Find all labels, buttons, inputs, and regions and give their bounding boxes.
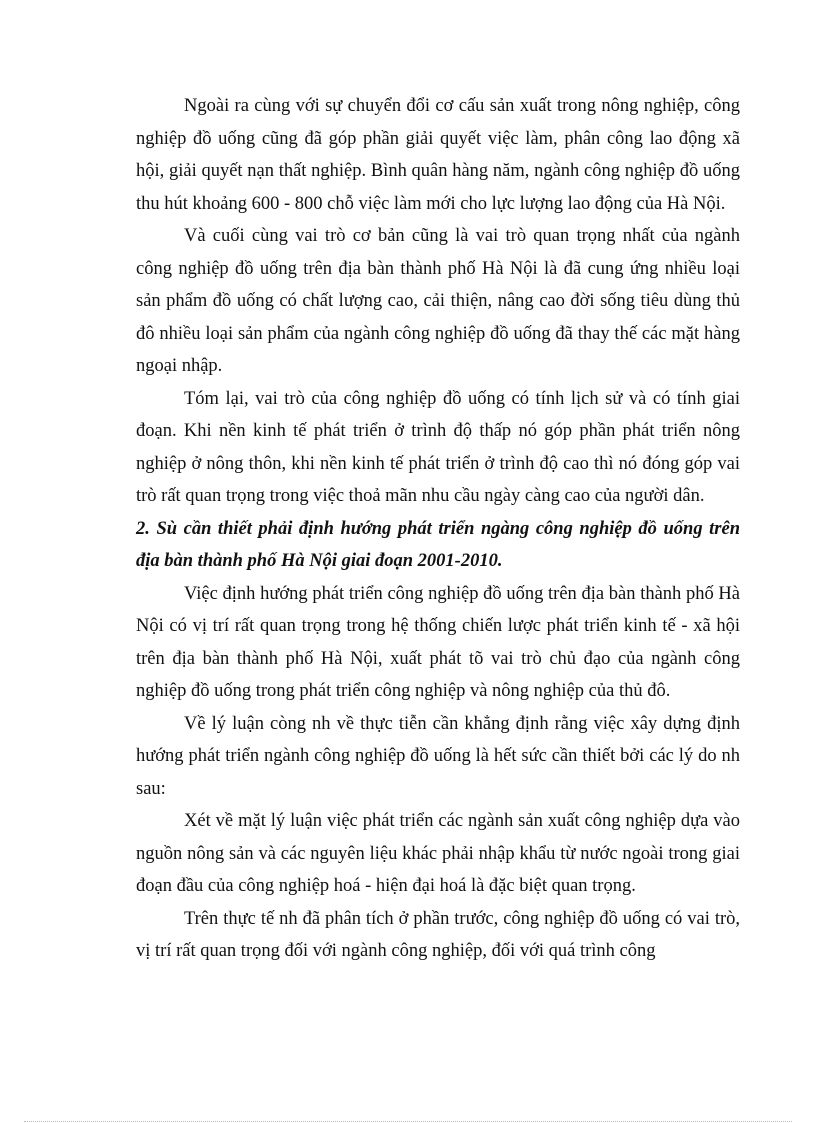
paragraph-summary: Tóm lại, vai trò của công nghiệp đồ uống có tính lịch sử và có tính giai đoạn. Khi nền kinh tế phát triển ở trình độ thấp nó góp phần phát triển nông nghiệp ở nông thôn, khi nền kinh tế phát triển ở trình độ cao thì nó đóng góp vai trò rất quan trọng trong việc thoả mãn nhu cầu ngày càng cao của người dân. <box>136 388 740 506</box>
paragraph-practice: Trên thực tế nh đã phân tích ở phần trước, công nghiệp đồ uống có vai trò, vị trí rất quan trọng đối với ngành công nghiệp, đối với quá trình công <box>136 908 740 961</box>
page-bottom-divider <box>24 1121 792 1122</box>
paragraph-theory-practice: Về lý luận còng nh về thực tiễn cần khẳng định rằng việc xây dựng định hướng phát triển ngành công nghiệp đồ uống là hết sức cần thiết bởi các lý do nh sau: <box>136 713 740 799</box>
paragraph-supply-role: Và cuối cùng vai trò cơ bản cũng là vai trò quan trọng nhất của ngành công nghiệp đồ uống trên địa bàn thành phố Hà Nội là đã cung ứng nhiều loại sản phẩm đồ uống có chất lượng cao, cải thiện, nâng cao đời sống tiêu dùng thủ đô nhiều loại sản phẩm của ngành công nghiệp đồ uống đã thay thế các mặt hàng ngoại nhập. <box>136 226 740 376</box>
section-heading: 2. Sù cần thiết phải định hướng phát triển ngàng công nghiệp đồ uống trên địa bàn thành phố Hà Nội giai đoạn 2001-2010. <box>136 518 740 571</box>
paragraph-theory: Xét về mặt lý luận việc phát triển các ngành sản xuất công nghiệp dựa vào nguồn nông sản và các nguyên liệu khác phải nhập khẩu từ nước ngoài trong giai đoạn đầu của công nghiệp hoá - hiện đại hoá là đặc biệt quan trọng. <box>136 811 740 896</box>
document-page <box>136 90 740 968</box>
paragraph-employment: Ngoài ra cùng với sự chuyển đổi cơ cấu sản xuất trong nông nghiệp, công nghiệp đồ uống cũng đã góp phần giải quyết việc làm, phân công lao động xã hội, giải quyết nạn thất nghiệp. Bình quân hàng năm, ngành công nghiệp đồ uống thu hút khoảng 600 - 800 chỗ việc làm mới cho lực lượng lao động của Hà Nội. <box>136 96 740 214</box>
paragraph-orientation: Việc định hướng phát triển công nghiệp đồ uống trên địa bàn thành phố Hà Nội có vị trí rất quan trọng trong hệ thống chiến lược phát triển kinh tế - xã hội trên địa bàn thành phố Hà Nội, xuất phát tõ vai trò chủ đạo của ngành công nghiệp đồ uống trong phát triển công nghiệp và nông nghiệp của thủ đô. <box>136 583 740 701</box>
